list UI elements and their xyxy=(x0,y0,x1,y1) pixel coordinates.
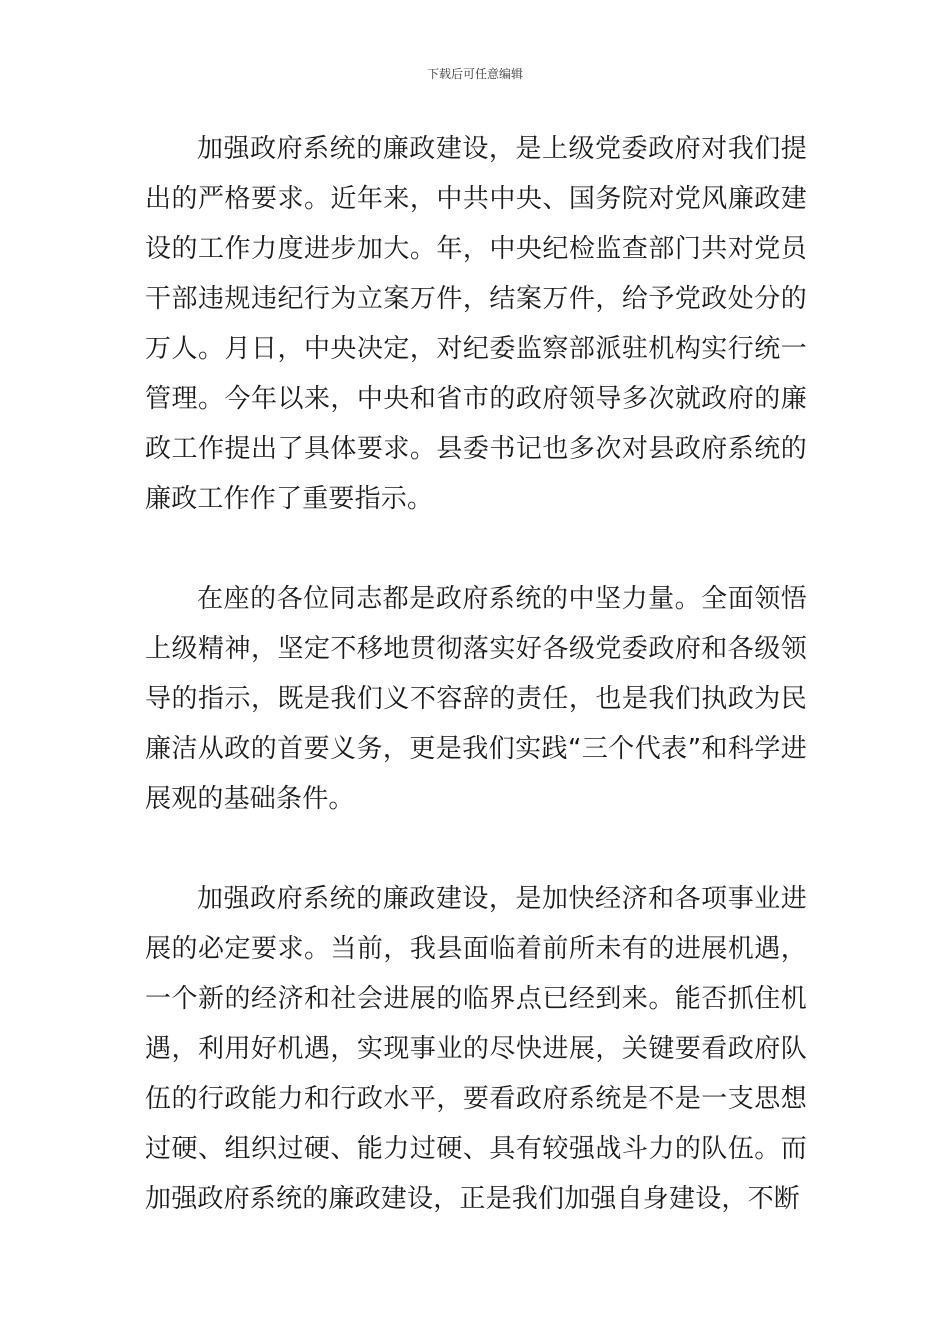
document-body xyxy=(145,124,807,1224)
page-header: 下载后可任意编辑 xyxy=(426,67,523,81)
paragraph-1: 加强政府系统的廉政建设，是上级党委政府对我们提出的严格要求。近年来，中共中央、国务院对党风廉政建设的工作力度进步加大。年，中央纪检监查部门共对党员干部违规违纪行为立案万件，结案万件，给予党政处分的万人。月日，中央决定，对纪委监察部派驻机构实行统一管理。今年以来，中央和省市的政府领导多次就政府的廉政工作提出了具体要求。县委书记也多次对县政府系统的廉政工作作了重要指示。 xyxy=(145,134,807,514)
paragraph-2: 在座的各位同志都是政府系统的中坚力量。全面领悟上级精神，坚定不移地贯彻落实好各级党委政府和各级领导的指示，既是我们义不容辞的责任，也是我们执政为民廉洁从政的首要义务，更是我们实践“三个代表”和科学进展观的基础条件。 xyxy=(145,584,807,814)
paragraph-3: 加强政府系统的廉政建设，是加快经济和各项事业进展的必定要求。当前，我县面临着前所未有的进展机遇，一个新的经济和社会进展的临界点已经到来。能否抓住机遇，利用好机遇，实现事业的尽快进展，关键要看政府队伍的行政能力和行政水平，要看政府系统是不是一支思想过硬、组织过硬、能力过硬、具有较强战斗力的队伍。而加强政府系统的廉政建设，正是我们加强自身建设，不断 xyxy=(145,884,807,1214)
